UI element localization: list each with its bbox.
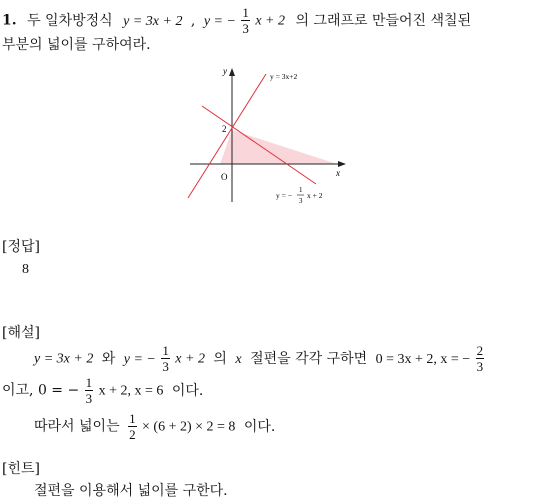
expl-intercept-fraction: $\frac{2}{3}$	[476, 343, 484, 374]
line-1-label: y = 3x+2	[270, 72, 298, 81]
axis-x-label: x	[336, 168, 340, 178]
expl-text: 절편을 각각 구하면	[250, 350, 368, 367]
expl-eq2-rhs: x + 2	[175, 351, 205, 367]
expl-eq2-lhs: y = −	[123, 351, 156, 367]
line-y-neg-third-x-plus-2	[202, 106, 316, 184]
problem-line-2: 부분의 넓이를 구하여라.	[2, 37, 151, 53]
graph-figure	[180, 60, 360, 210]
explanation-line-2	[2, 376, 203, 405]
comma: ,	[190, 12, 196, 29]
line-2-label-prefix: y = −	[276, 191, 292, 200]
equation-1: y = 3x + 2	[123, 13, 183, 29]
expl-expr: 0 = 3x + 2, x = −	[375, 351, 471, 367]
hint-header: [힌트]	[2, 461, 40, 477]
line-2-frac-num: 1	[299, 186, 303, 194]
y-axis-arrow	[229, 68, 235, 76]
axis-y-label: y	[223, 66, 227, 76]
problem-line-1	[2, 6, 471, 35]
expl-l2-end: 이다.	[171, 382, 204, 399]
equation-2-lhs: y = −	[203, 13, 236, 29]
equation-2-fraction: $\frac{1}{3}$	[242, 5, 249, 36]
hint-text: 절편을 이용해서 넓이를 구한다.	[34, 483, 228, 499]
expl-l3-rest: × (6 + 2) × 2 = 8	[142, 419, 236, 435]
expl-wa: 와	[101, 350, 116, 367]
explanation-line-1	[34, 344, 485, 373]
line-2-frac-den: 3	[299, 197, 303, 205]
x-axis-arrow	[338, 161, 346, 167]
expl-l2-prefix: 이고, 0 = −	[2, 382, 80, 399]
expl-l3-prefix: 따라서 넓이는	[34, 418, 120, 435]
explanation-header: [해설]	[2, 325, 40, 341]
problem-number: 1.	[2, 12, 17, 29]
equation-2-rhs: x + 2	[255, 13, 286, 29]
expl-l3-fraction: $\frac{1}{2}$	[129, 411, 136, 442]
expl-x: x	[235, 351, 242, 367]
origin-label: O	[221, 172, 228, 182]
problem-text-2: 의 그래프로 만들어진 색칠된	[295, 12, 472, 29]
answer-header: [정답]	[2, 239, 40, 255]
problem-text: 두 일차방정식	[27, 12, 113, 29]
expl-eq1: y = 3x + 2	[34, 351, 94, 367]
explanation-line-3	[34, 412, 275, 441]
y-intercept-label: 2	[222, 124, 227, 134]
expl-l2-rest: x + 2, x = 6	[98, 383, 164, 399]
answer-value: 8	[22, 262, 29, 277]
expl-l3-end: 이다.	[243, 418, 276, 435]
line-2-label-suffix: x + 2	[307, 191, 323, 200]
expl-l2-fraction: $\frac{1}{3}$	[85, 375, 93, 406]
expl-eq2-fraction: $\frac{1}{3}$	[162, 343, 169, 374]
expl-ui: 의	[213, 350, 227, 367]
